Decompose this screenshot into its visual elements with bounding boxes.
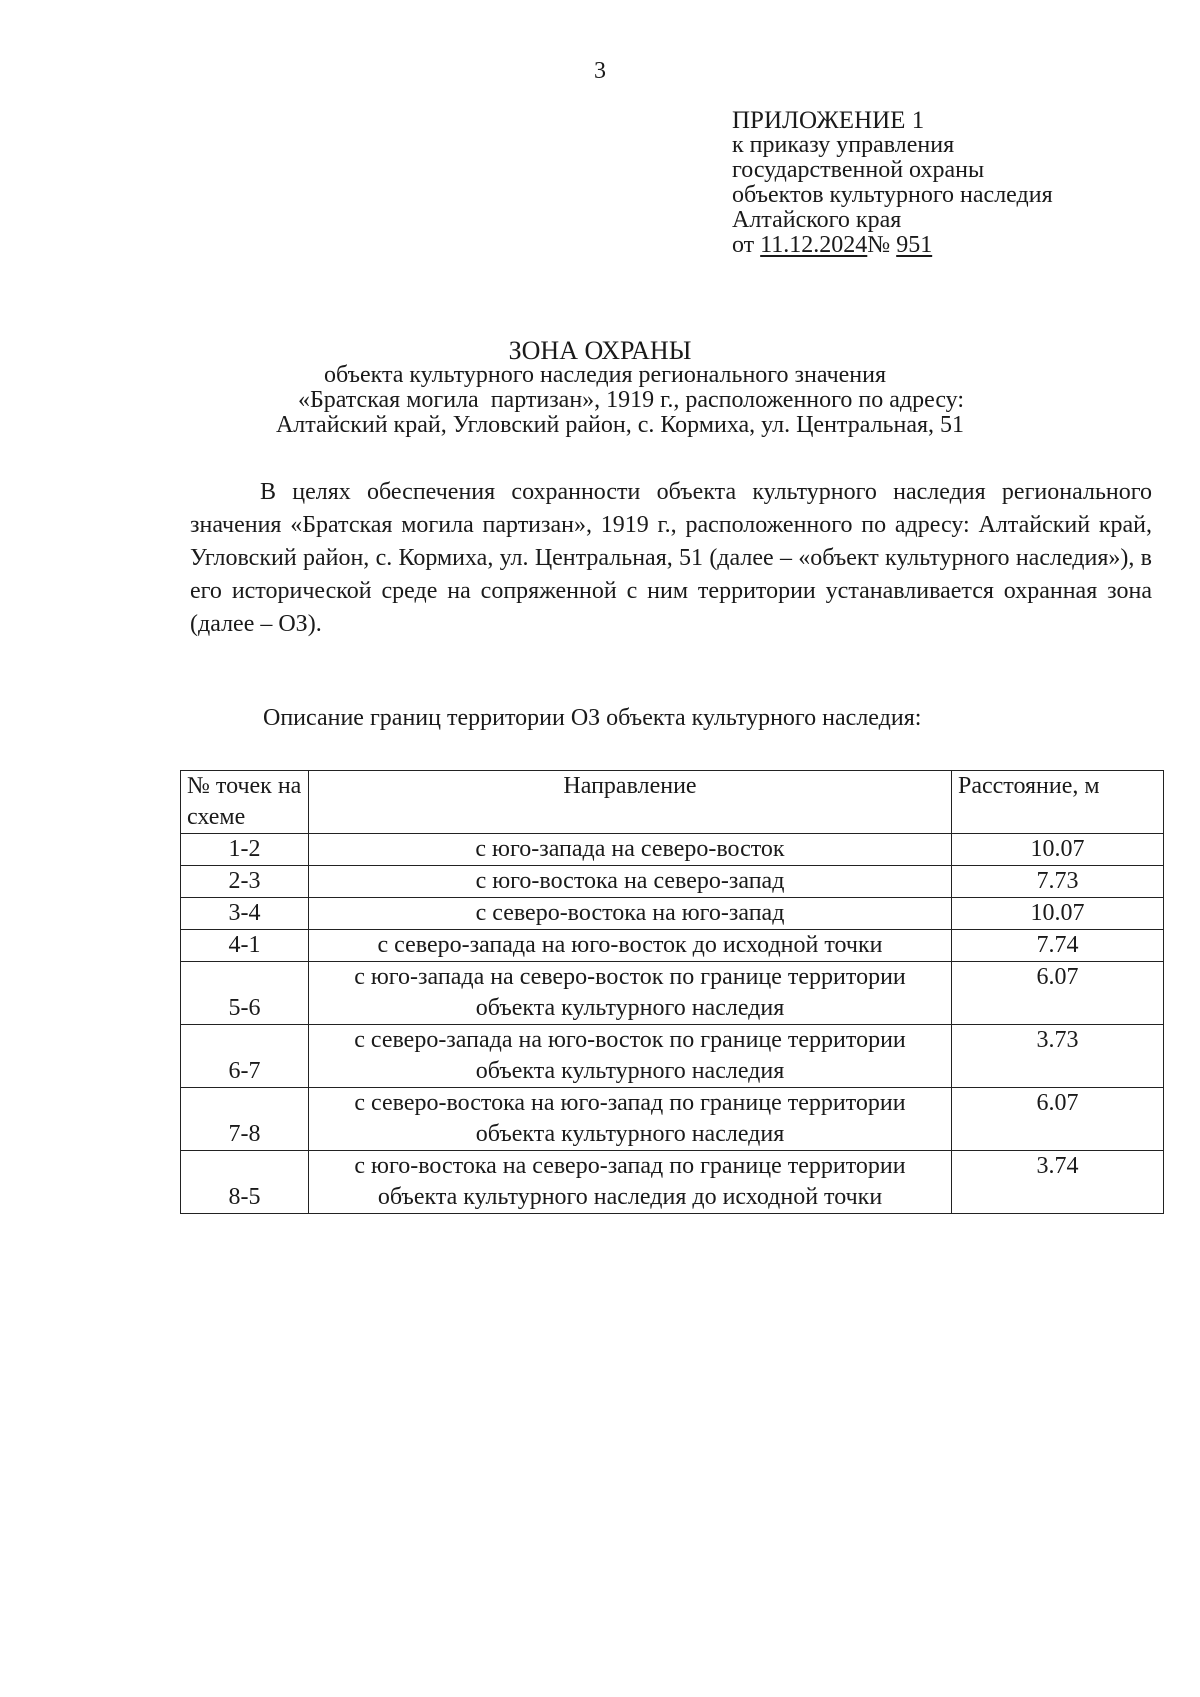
document-title-block xyxy=(0,338,1200,438)
row-direction-cell: с юго-запада на северо-восток xyxy=(309,834,952,866)
page-number: 3 xyxy=(594,58,606,84)
row-direction-cell: с юго-востока на северо-запад xyxy=(309,866,952,898)
appendix-block xyxy=(732,108,1053,258)
table-row xyxy=(181,930,1164,962)
appendix-line: государственной охраны xyxy=(732,157,985,183)
table-row xyxy=(181,1088,1164,1151)
header-points: № точек на схеме xyxy=(181,771,309,834)
row-points-cell: 1-2 xyxy=(181,834,309,866)
row-distance-cell: 10.07 xyxy=(952,834,1164,866)
table-caption: Описание границ территории ОЗ объекта культурного наследия: xyxy=(263,705,922,731)
row-distance-cell: 6.07 xyxy=(952,962,1164,1025)
appendix-date-line xyxy=(732,233,1053,258)
table-row xyxy=(181,1025,1164,1088)
row-direction-cell: с северо-востока на юго-запад xyxy=(309,898,952,930)
row-distance-cell: 6.07 xyxy=(952,1088,1164,1151)
title-line: объекта культурного наследия регионального значения xyxy=(323,362,887,388)
row-distance-cell: 3.74 xyxy=(952,1151,1164,1214)
row-direction-cell: с юго-востока на северо-запад по границе территории объекта культурного наследия до исходной точки xyxy=(309,1151,952,1214)
header-direction: Направление xyxy=(309,771,952,834)
table-row xyxy=(181,866,1164,898)
row-direction-cell: с юго-запада на северо-восток по границе территории объекта культурного наследия xyxy=(309,962,952,1025)
row-direction-cell: с северо-запада на юго-восток по границе территории объекта культурного наследия xyxy=(309,1025,952,1088)
header-distance: Расстояние, м xyxy=(952,771,1164,834)
intro-paragraph: В целях обеспечения сохранности объекта культурного наследия регионального значения «Братская могила партизан», 1919 г., расположенного по адресу: Алтайский край, Угловский район, с. Кормиха, ул. Центральная, 51 (далее – «объект культурного наследия»), в его исторической среде на сопряженной с ним территории устанавливается охранная зона (далее – ОЗ). xyxy=(190,479,1152,637)
order-date: 11.12.2024 xyxy=(760,232,868,258)
title-line: «Братская могила партизан», 1919 г., расположенного по адресу: xyxy=(297,387,965,413)
row-distance-cell: 7.74 xyxy=(952,930,1164,962)
number-sign: № xyxy=(867,232,891,258)
appendix-line: Алтайского края xyxy=(732,207,902,233)
row-distance-cell: 3.73 xyxy=(952,1025,1164,1088)
table-header-row xyxy=(181,771,1164,834)
row-points-cell: 4-1 xyxy=(181,930,309,962)
table-row xyxy=(181,962,1164,1025)
row-points-cell: 2-3 xyxy=(181,866,309,898)
table-row xyxy=(181,834,1164,866)
row-distance-cell: 7.73 xyxy=(952,866,1164,898)
row-points-cell: 5-6 xyxy=(181,962,309,1025)
order-number: 951 xyxy=(896,232,933,258)
row-direction-cell: с северо-запада на юго-восток до исходной точки xyxy=(309,930,952,962)
row-direction-cell: с северо-востока на юго-запад по границе территории объекта культурного наследия xyxy=(309,1088,952,1151)
table-row xyxy=(181,898,1164,930)
row-distance-cell: 10.07 xyxy=(952,898,1164,930)
boundaries-table xyxy=(180,770,1164,1214)
appendix-line: к приказу управления xyxy=(732,132,955,158)
table-row xyxy=(181,1151,1164,1214)
document-title: ЗОНА ОХРАНЫ xyxy=(508,336,692,365)
row-points-cell: 3-4 xyxy=(181,898,309,930)
title-line: Алтайский край, Угловский район, с. Кормиха, ул. Центральная, 51 xyxy=(275,412,965,438)
appendix-line: объектов культурного наследия xyxy=(732,182,1053,208)
row-points-cell: 6-7 xyxy=(181,1025,309,1088)
appendix-heading: ПРИЛОЖЕНИЕ 1 xyxy=(732,107,925,134)
row-points-cell: 8-5 xyxy=(181,1151,309,1214)
row-points-cell: 7-8 xyxy=(181,1088,309,1151)
table-body xyxy=(181,834,1164,1214)
date-prefix: от xyxy=(732,232,755,258)
